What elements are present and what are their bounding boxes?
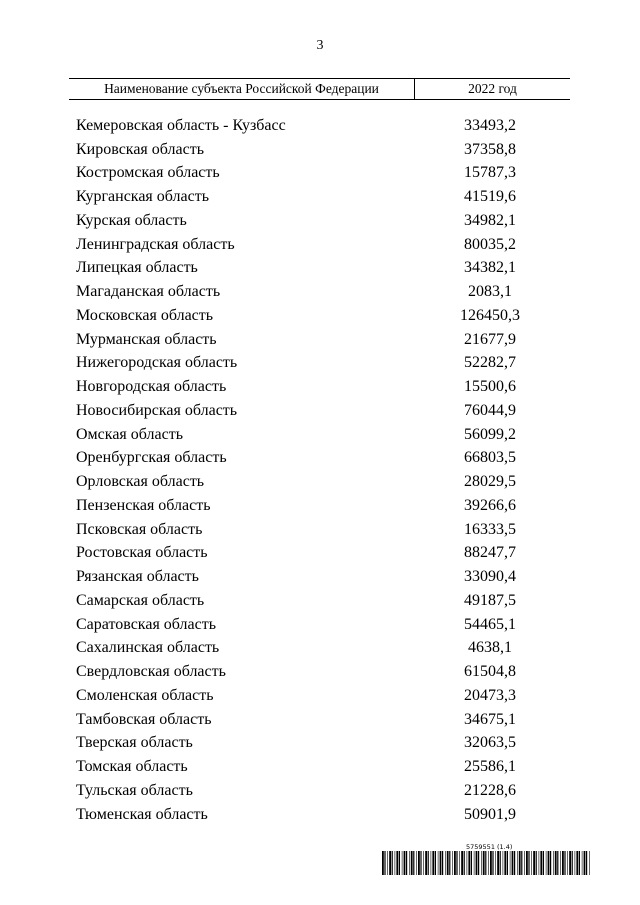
- table-row: [0, 185, 640, 209]
- region-value: 4638,1: [468, 639, 512, 657]
- region-value: 37358,8: [464, 140, 516, 158]
- table-row: [0, 470, 640, 494]
- table-row: [0, 684, 640, 708]
- region-name: Магаданская область: [76, 283, 221, 301]
- region-value: 32063,5: [464, 734, 516, 752]
- region-value: 50901,9: [464, 805, 516, 823]
- region-name: Тульская область: [76, 781, 193, 799]
- region-name: Оренбургская область: [76, 449, 227, 467]
- region-name: Курская область: [76, 211, 187, 229]
- table-row: [0, 518, 640, 542]
- region-name: Липецкая область: [76, 259, 198, 277]
- table-row: [0, 732, 640, 756]
- region-name: Ростовская область: [76, 544, 208, 562]
- region-name: Томская область: [76, 758, 188, 776]
- region-value: 20473,3: [464, 686, 516, 704]
- region-value: 126450,3: [460, 306, 520, 324]
- table-row: [0, 423, 640, 447]
- table-row: [0, 447, 640, 471]
- region-value: 76044,9: [464, 401, 516, 419]
- region-name: Новгородская область: [76, 378, 227, 396]
- page-number: 3: [316, 38, 324, 53]
- header-region-name: Наименование субъекта Российской Федерации: [104, 81, 379, 96]
- region-value: 49187,5: [464, 591, 516, 609]
- table-row: [0, 589, 640, 613]
- region-value: 21228,6: [464, 781, 516, 799]
- region-value: 2083,1: [468, 283, 512, 301]
- region-name: Тамбовская область: [76, 710, 212, 728]
- table-row: [0, 257, 640, 281]
- region-value: 39266,6: [464, 496, 516, 514]
- region-name: Московская область: [76, 306, 214, 324]
- table-row: [0, 328, 640, 352]
- table-row: [0, 565, 640, 589]
- table-row: [0, 494, 640, 518]
- region-value: 33090,4: [464, 568, 516, 586]
- region-name: Кировская область: [76, 140, 205, 158]
- table-row: [0, 637, 640, 661]
- region-name: Псковская область: [76, 520, 203, 538]
- table-row: [0, 280, 640, 304]
- region-name: Смоленская область: [76, 686, 214, 704]
- table-row: [0, 375, 640, 399]
- region-value: 34982,1: [464, 211, 516, 229]
- region-value: 21677,9: [464, 330, 516, 348]
- table-row: [0, 233, 640, 257]
- region-name: Сахалинская область: [76, 639, 220, 657]
- region-name: Рязанская область: [76, 568, 199, 586]
- region-value: 61504,8: [464, 663, 516, 681]
- table-row: [0, 114, 640, 138]
- region-name: Мурманская область: [76, 330, 217, 348]
- region-value: 56099,2: [464, 425, 516, 443]
- region-value: 66803,5: [464, 449, 516, 467]
- region-name: Ленинградская область: [76, 235, 235, 253]
- region-name: Орловская область: [76, 473, 205, 491]
- region-name: Кемеровская область - Кузбасс: [76, 116, 286, 134]
- region-value: 25586,1: [464, 758, 516, 776]
- region-value: 41519,6: [464, 188, 516, 206]
- region-name: Омская область: [76, 425, 183, 443]
- region-name: Нижегородская область: [76, 354, 238, 372]
- table-header: [69, 78, 570, 100]
- region-value: 54465,1: [464, 615, 516, 633]
- header-year: 2022 год: [468, 81, 517, 96]
- region-value: 52282,7: [464, 354, 516, 372]
- barcode-label: 5759551 (1.4): [466, 843, 513, 851]
- table-row: [0, 660, 640, 684]
- region-name: Тюменская область: [76, 805, 208, 823]
- table-row: [0, 304, 640, 328]
- table-row: [0, 613, 640, 637]
- region-value: 34675,1: [464, 710, 516, 728]
- table-row: [0, 352, 640, 376]
- table-row: [0, 209, 640, 233]
- region-value: 33493,2: [464, 116, 516, 134]
- region-name: Пензенская область: [76, 496, 211, 514]
- region-value: 88247,7: [464, 544, 516, 562]
- region-name: Костромская область: [76, 164, 220, 182]
- region-value: 80035,2: [464, 235, 516, 253]
- barcode-image: [382, 851, 590, 875]
- table-row: [0, 542, 640, 566]
- region-name: Свердловская область: [76, 663, 226, 681]
- region-value: 34382,1: [464, 259, 516, 277]
- region-name: Самарская область: [76, 591, 205, 609]
- region-name: Тверская область: [76, 734, 193, 752]
- table-row: [0, 803, 640, 827]
- table-body: [0, 114, 640, 827]
- region-name: Курганская область: [76, 188, 210, 206]
- region-name: Новосибирская область: [76, 401, 238, 419]
- region-value: 16333,5: [464, 520, 516, 538]
- table-row: [0, 755, 640, 779]
- region-value: 15787,3: [464, 164, 516, 182]
- table-row: [0, 138, 640, 162]
- table-row: [0, 708, 640, 732]
- table-row: [0, 779, 640, 803]
- region-value: 15500,6: [464, 378, 516, 396]
- region-value: 28029,5: [464, 473, 516, 491]
- region-name: Саратовская область: [76, 615, 217, 633]
- table-row: [0, 399, 640, 423]
- table-row: [0, 162, 640, 186]
